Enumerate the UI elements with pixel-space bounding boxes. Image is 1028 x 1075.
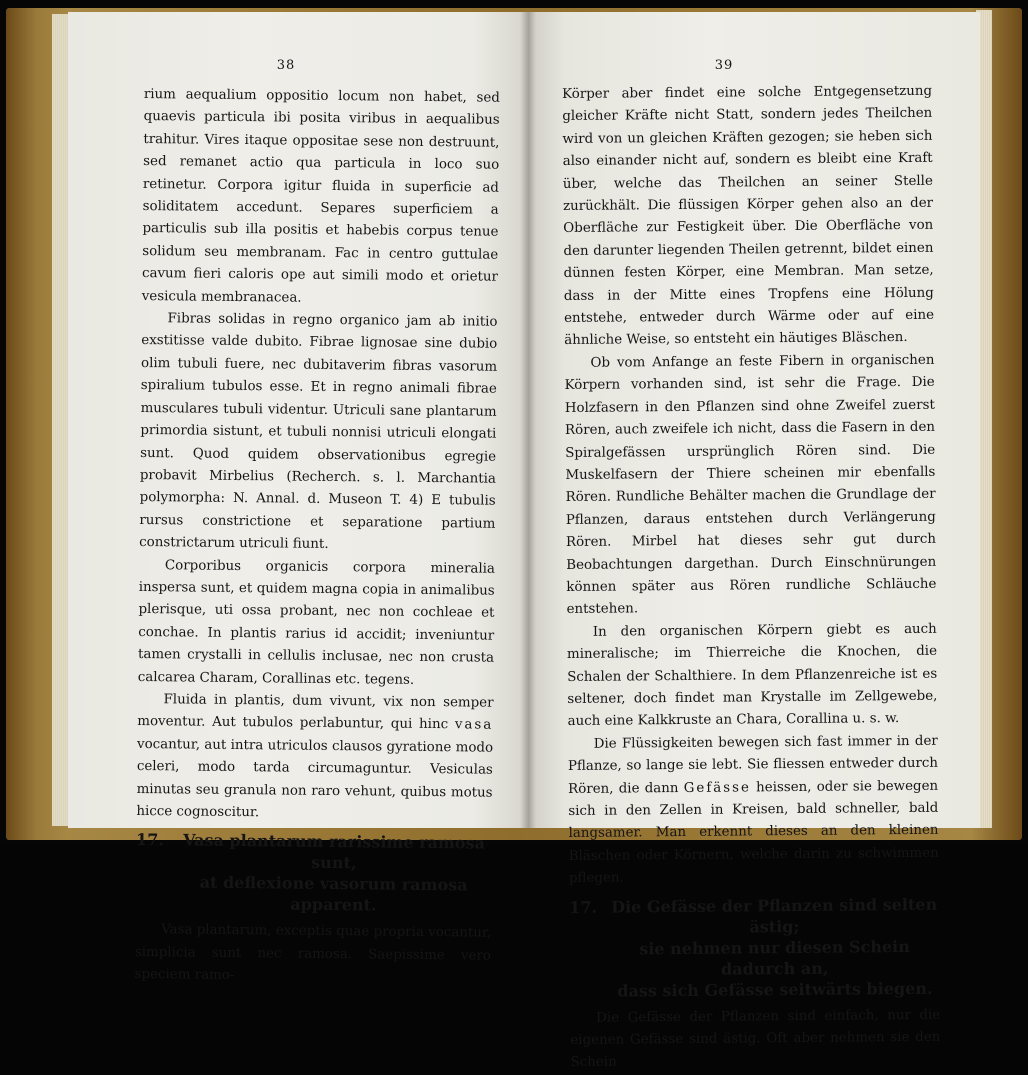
section-heading: [135, 829, 492, 917]
paragraph: rium aequalium oppositio locum non habet, sed quaevis particula ibi posita viribus in aequalibus trahitur. Vires itaque oppositae sese non destruunt, sed remanet actio qua particula in loco suo retinetur. Corpora igitur fluida in superficie ad soliditatem accedunt. Separes superficiem a particulis sub illa positis et habebis corpus tenue solidum seu membranam. Fac in centro guttulae cavum fieri caloris ope aut simili modo et orietur vesicula membranacea.: [141, 86, 500, 306]
section-number: 17.: [569, 897, 598, 917]
paragraph-fluessig: [568, 731, 939, 891]
paragraph-fluida: [136, 689, 493, 827]
section-number: 17.: [135, 830, 165, 850]
heading-line: Vasa plantarum rarissime ramosa sunt,: [183, 830, 486, 873]
paragraph: Körper aber findet eine solche Entgegensetzung gleicher Kräfte nicht Statt, sondern jedes Theilchen wird von un gleichen Kräften gezogen; sie heben sich also einander nicht auf, sondern es bleibt eine Kraft über, welche das Theilchen an seiner Stelle zurückhält. Die flüssigen Körper gehen also an der Oberfläche zur Festigkeit über. Die Oberfläche von den darunter liegenden Theilen getrennt, bildet einen dünnen festen Körper, eine Membran. Man setze, dass in der Mitte eines Tropfens eine Hölung entstehe, entweder durch Wärme oder auf eine ähnliche Weise, so entsteht ein häutiges Bläschen.: [562, 83, 935, 349]
book-gutter: [520, 12, 536, 828]
heading-line: at deflexione vasorum ramosa apparent.: [199, 873, 468, 915]
paragraph: Corporibus organicis corpora mineralia inspersa sunt, et quidem magna copia in animalibus plerisque, uti ossa probant, nec non cochleae et conchae. In plantis rarius id accidit; inveniuntur tamen crystalli in cellulis inclusae, nec non crusta calcarea Charam, Corallinas etc. tegens.: [137, 557, 496, 688]
paragraph: Fibras solidas in regno organico jam ab initio exstitisse valde dubito. Fibrae lignosae sine dubio olim tubuli fuere, nec dubitaverim fibras vasorum spiralium tubulos esse. Et in regno animali fibrae musculares tubuli videntur. Utriculi sane plantarum primordia sistunt, et tubuli nonnisi utriculi elongati sunt. Quod quidem observationibus egregie probavit Mirbelius (Recherch. s. l. Marchantia polymorpha: N. Annal. d. Museon T. 4) E tubulis rursus constrictione et separatione partium constrictarum utriculi fiunt.: [139, 311, 498, 553]
spaced-term: Gefässe: [683, 779, 751, 796]
text-run: vocantur, aut intra utriculos clausos gyratione modo celeri, modo tarda circumaguntur. Vesiculas minutas seu granula non raro vehunt, quibus motus hicce cognoscitur.: [136, 736, 494, 821]
section-title: [609, 893, 940, 1001]
paragraph: In den organischen Körpern giebt es auch mineralische; im Thierreiche die Knochen, die Schalen der Schalthiere. In dem Pflanzenreiche ist es seltener, doch findet man Krystalle im Zellgewebe, auch eine Kalkkruste an Chara, Corallina u. s. w.: [566, 621, 938, 730]
paragraph: Vasa plantarum, exceptis quae propria vocantur, simplicia sunt nec ramosa. Saepissime vero speciem ramo-: [134, 922, 492, 984]
page-text: [135, 84, 500, 990]
text-run: Die Flüssigkeiten bewegen sich fast immer in der Pflanze, so lange sie lebt. Sie fliessen entweder durch Rören, die dann: [567, 733, 939, 797]
page-number: 38: [276, 58, 296, 73]
section-heading: [569, 893, 940, 1001]
paragraph: Ob vom Anfange an feste Fibern in organischen Körpern vorhanden sind, ist sehr die Frage. Die Holzfasern in den Pflanzen sind ohne Zweifel zuerst Rören, auch zweifele ich nicht, dass die Fasern in den Spiralgefässen ursprünglich Rören sind. Die Muskelfasern der Thiere scheinen mir ebenfalls Rören. Rundliche Behälter machen die Grundlage der Pflanzen, daraus entstehen durch Verlängerung Rören. Mirbel hat dieses sehr gut durch Beobachtungen dargethan. Durch Einschnürungen können später aus Rören rundliche Schläuche entstehen.: [564, 352, 937, 618]
page-text: [562, 81, 941, 1075]
text-run: heissen, oder sie bewegen sich in den Zellen in Kreisen, bald schneller, bald langsamer. Man erkennt dieses an den kleinen Bläschen oder Körnern, welche darin zu schwimmen pflegen.: [568, 778, 939, 887]
right-page: [528, 12, 980, 1071]
text-run: Fluida in plantis, dum vivunt, vix non semper moventur. Aut tubulos perlabuntur, qui hinc: [137, 692, 494, 733]
section-title: [175, 830, 492, 917]
paragraph: Die Gefässe der Pflanzen sind einfach, nur die eigenen Gefässe sind ästig. Oft aber nehmen sie den Schein: [570, 1007, 941, 1071]
page-number: 39: [714, 58, 734, 73]
heading-line: Die Gefässe der Pflanzen sind selten ästig;: [611, 894, 938, 937]
heading-line: dass sich Gefässe seitwärts biegen.: [617, 978, 933, 1001]
heading-line: sie nehmen nur diesen Schein dadurch an,: [639, 936, 910, 979]
left-page: [68, 12, 528, 984]
spaced-term: vasa: [454, 717, 494, 734]
